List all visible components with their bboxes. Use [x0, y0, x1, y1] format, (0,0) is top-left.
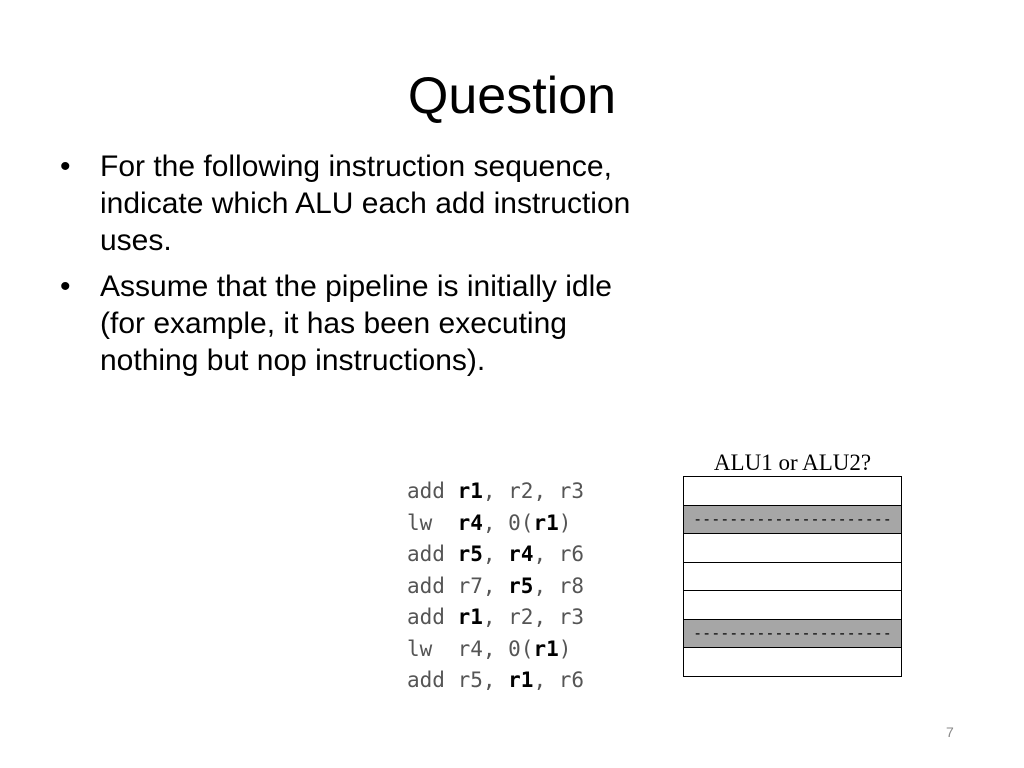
bullet-item [60, 268, 660, 379]
alu-column-header: ALU1 or ALU2? [713, 450, 872, 475]
bullet-item [60, 148, 660, 259]
alu-answer-cell[interactable] [684, 648, 902, 677]
alu-answer-cell[interactable] [684, 477, 902, 506]
bullet-marker: • [60, 150, 71, 183]
bullet-marker: • [60, 270, 71, 303]
alu-na-cell: ---------------------- [684, 505, 902, 534]
code-line: lw r4, 0(r1) [407, 510, 572, 535]
code-line: lw r4, 0(r1) [407, 636, 572, 661]
alu-answer-cell[interactable] [684, 591, 902, 620]
bullet-text: Assume that the pipeline is initially idle (for example, it has been executing nothing but nop instructions). [100, 270, 612, 377]
code-line: add r5, r1, r6 [407, 668, 585, 692]
alu-answer-cell[interactable] [684, 562, 902, 591]
code-line: add r5, r4, r6 [407, 542, 585, 566]
alu-answer-table [683, 476, 902, 677]
slide-title: Question [407, 67, 617, 125]
instruction-sequence [407, 476, 584, 697]
alu-na-cell: ---------------------- [684, 619, 902, 648]
code-line: add r7, r5, r8 [407, 573, 585, 598]
page-number: 7 [946, 724, 954, 740]
alu-answer-cell[interactable] [684, 534, 902, 563]
code-line: add r1, r2, r3 [407, 605, 585, 629]
bullet-list [60, 148, 660, 388]
bullet-text: For the following instruction sequence, indicate which ALU each add instruction uses. [100, 150, 631, 257]
code-line: add r1, r2, r3 [407, 479, 585, 503]
